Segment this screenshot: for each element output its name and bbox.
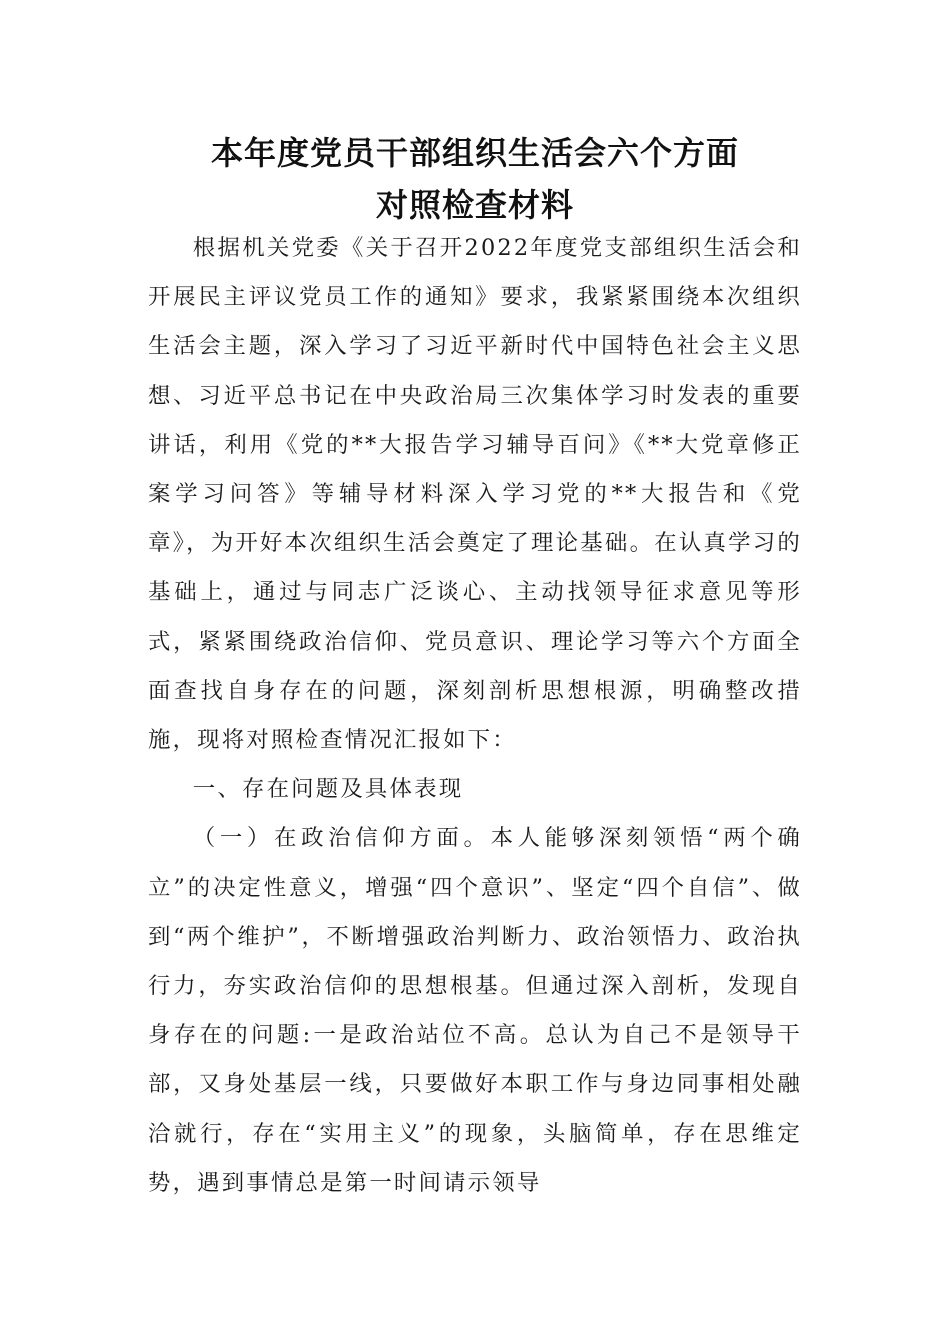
document-title-line1: 本年度党员干部组织生活会六个方面: [210, 134, 739, 172]
document-body: [148, 224, 802, 1208]
document-title-line2: 对照检查材料: [375, 186, 574, 224]
intro-paragraph: 根据机关党委《关于召开2022年度党支部组织生活会和开展民主评议党员工作的通知》要求，我紧紧围绕本次组织生活会主题，深入学习了习近平新时代中国特色社会主义思想、习近平总书记在中央政治局三次集体学习时发表的重要讲话，利用《党的**大报告学习辅导百问》《**大党章修正案学习问答》等辅导材料深入学习党的**大报告和《党章》，为开好本次组织生活会奠定了理论基础。在认真学习的基础上，通过与同志广泛谈心、主动找领导征求意见等形式，紧紧围绕政治信仰、党员意识、理论学习等六个方面全面查找自身存在的问题，深刻剖析思想根源，明确整改措施，现将对照检查情况汇报如下：: [148, 235, 802, 754]
section-heading: 一、存在问题及具体表现: [192, 776, 464, 803]
political-belief-paragraph: （一）在政治信仰方面。本人能够深刻领悟“两个确立”的决定性意义，增强“四个意识”、坚定“四个自信”、做到“两个维护”，不断增强政治判断力、政治领悟力、政治执行力，夯实政治信仰的思想根基。但通过深入剖析，发现自身存在的问题:一是政治站位不高。总认为自己不是领导干部，又身处基层一线，只要做好本职工作与身边同事相处融洽就行，存在“实用主义”的现象，头脑简单，存在思维定势，遇到事情总是第一时间请示领导: [148, 825, 802, 1196]
